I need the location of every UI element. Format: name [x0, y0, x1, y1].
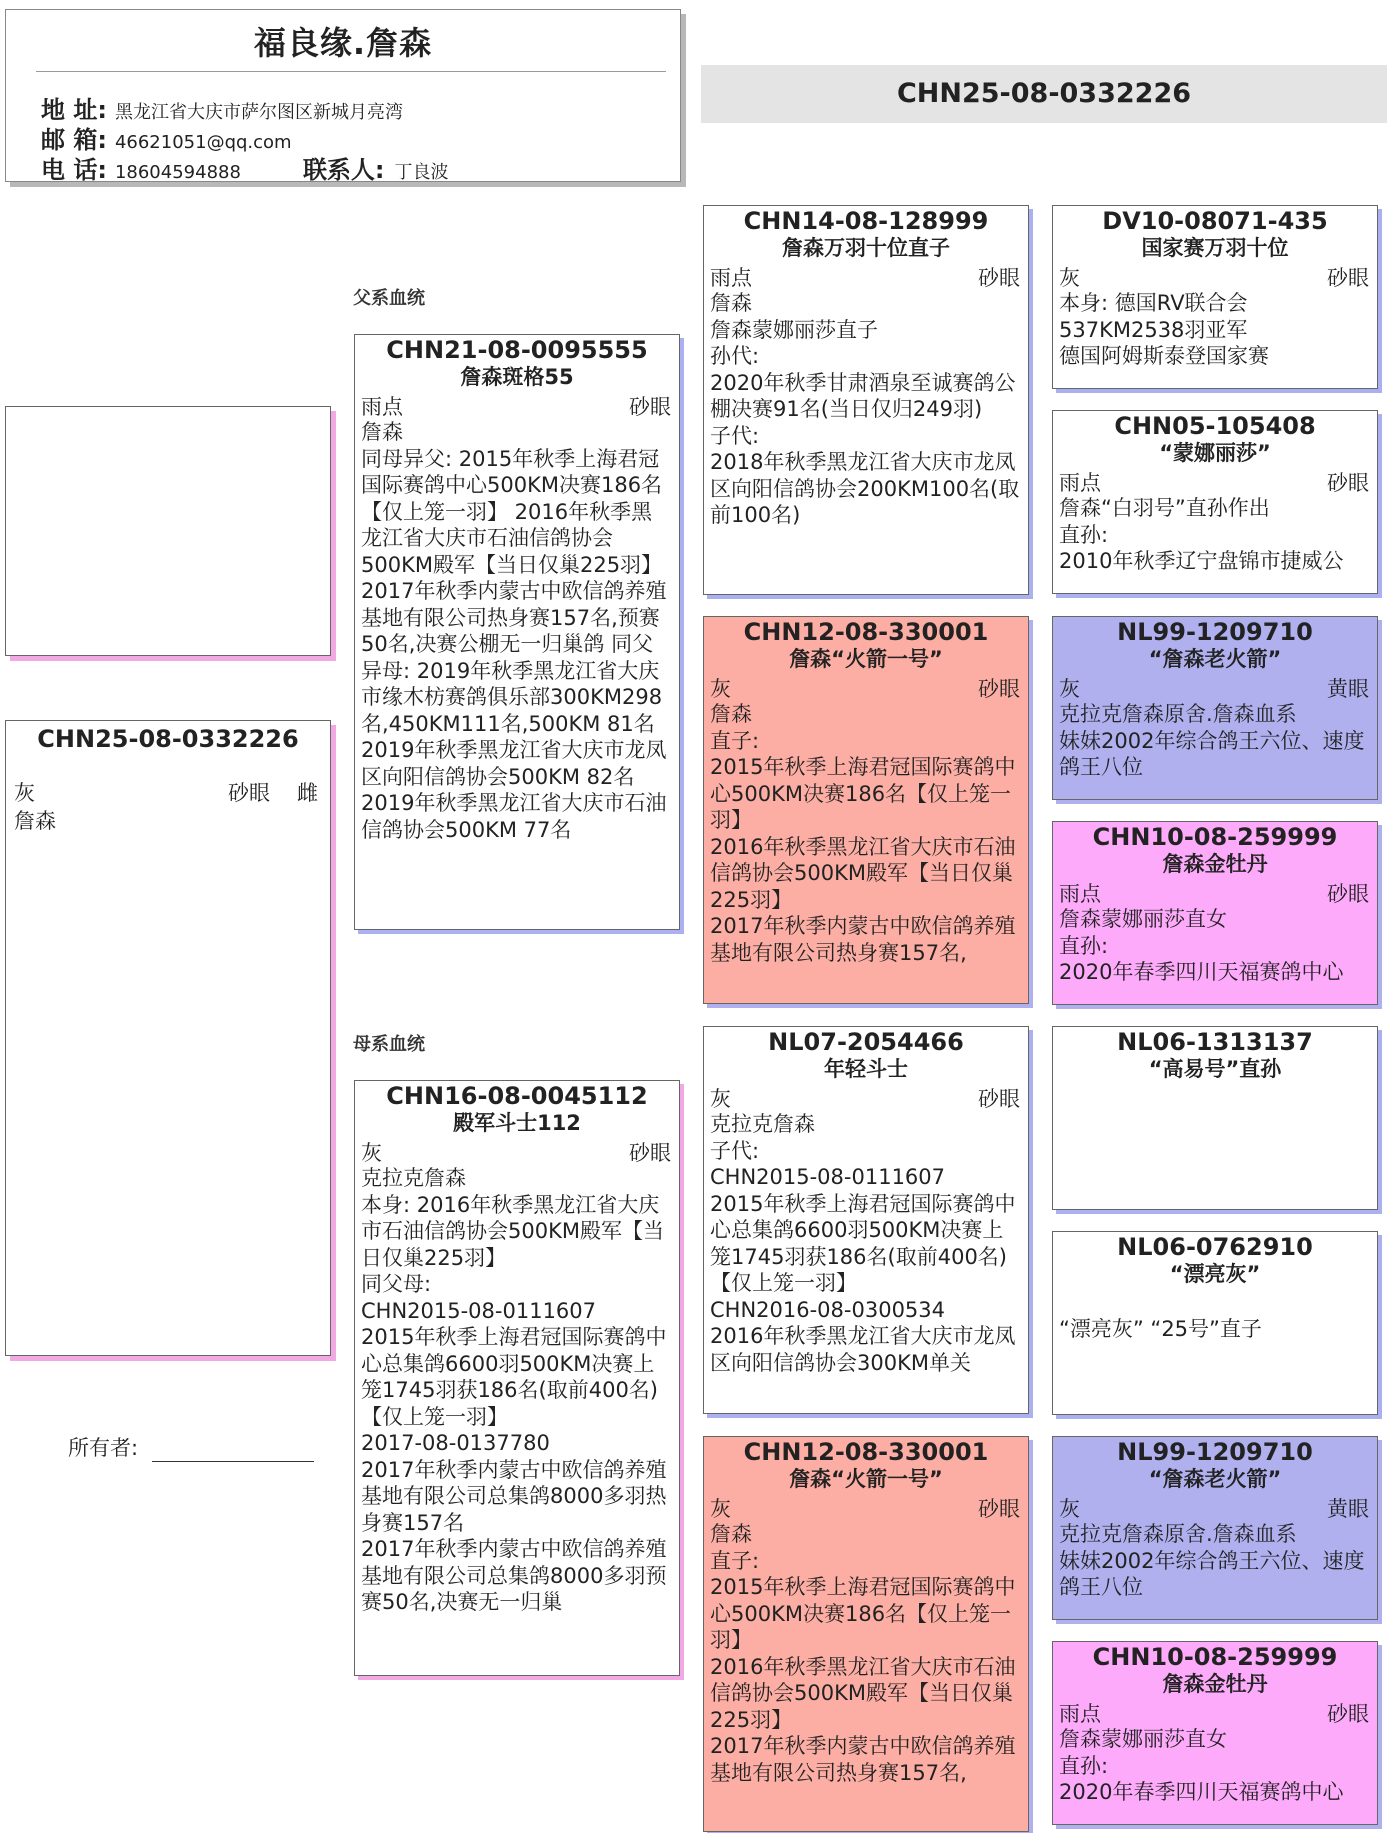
subject-eye: 砂眼 [228, 781, 270, 805]
pedigree-notes: 詹森蒙娜丽莎直女 直孙: 2020年春季四川天福赛鸽中心 [1059, 907, 1344, 984]
attributes [361, 1137, 673, 1165]
pigeon-name: 国家赛万羽十位 [1141, 236, 1289, 260]
eye: 砂眼 [978, 1087, 1020, 1111]
pedigree-notes: 克拉克詹森原舍.詹森血系 妹妹2002年综合鸽王六位、速度鸽王八位 [1059, 702, 1365, 779]
color: 灰 [1059, 266, 1080, 290]
pedigree-notes: 克拉克詹森 子代: CHN2015-08-0111607 2015年秋季上海君冠国际赛鸽中心总集鸽6600羽500KM决赛上笼1745羽获186名(取前400名)【仅上笼一羽】 CHN2016-08-0300534 2016年秋季黑龙江省大庆市龙凤区向阳信鸽协会300KM单关 [710, 1112, 1016, 1375]
pedigree-notes: 本身: 德国RV联合会537KM2538羽亚军 德国阿姆斯泰登国家赛 [1059, 291, 1269, 368]
ring-number: NL06-1313137 [1117, 1028, 1313, 1056]
attributes [1059, 878, 1371, 906]
pedigree-notes: 詹森 詹森蒙娜丽莎直子 孙代: 2020年秋季甘肃酒泉至诚赛鸽公棚决赛91名(当日仅归249羽) 子代: 2018年秋季黑龙江省大庆市龙凤区向阳信鸽协会200KM100名(取前100名) [710, 291, 1020, 527]
color: 灰 [1059, 677, 1080, 701]
pedigree-card-sire [354, 334, 680, 930]
loft-name: 福良缘.詹森 [253, 24, 433, 62]
pigeon-name: 詹森金牡丹 [1162, 1672, 1268, 1696]
eye: 砂眼 [1327, 471, 1369, 495]
eye: 砂眼 [1327, 882, 1369, 906]
attributes [1059, 1493, 1371, 1521]
owner-label: 所有者: [68, 1436, 139, 1460]
pigeon-name: 年轻斗士 [824, 1057, 908, 1081]
pedigree-card-sire-sire [703, 205, 1029, 595]
subject-attributes [14, 777, 322, 805]
header-divider [36, 71, 666, 72]
subject-sex: 雌 [297, 781, 318, 805]
pigeon-name: 詹森斑格55 [460, 365, 574, 389]
color: 雨点 [1059, 1702, 1101, 1726]
pedigree-notes: “漂亮灰” “25号”直子 [1059, 1317, 1262, 1341]
subject-color: 灰 [14, 781, 35, 805]
eye: 黄眼 [1327, 677, 1369, 701]
color: 灰 [1059, 1497, 1080, 1521]
attributes [1059, 467, 1371, 495]
sire-line-label: 父系血统 [353, 288, 425, 309]
color: 雨点 [1059, 882, 1101, 906]
pigeon-name: 詹森“火箭一号” [789, 647, 943, 671]
pedigree-card-dss [1052, 1026, 1378, 1210]
eye: 砂眼 [978, 1497, 1020, 1521]
attributes [361, 391, 673, 419]
pigeon-name: 詹森金牡丹 [1162, 852, 1268, 876]
color: 灰 [710, 1497, 731, 1521]
eye: 砂眼 [1327, 266, 1369, 290]
color: 灰 [710, 1087, 731, 1111]
pedigree-card-dam-dam [703, 1436, 1029, 1832]
ring-number: NL06-0762910 [1117, 1233, 1313, 1261]
ring-number: CHN14-08-128999 [743, 207, 989, 235]
pedigree-card-ssd [1052, 410, 1378, 594]
pedigree-card-sire-dam [703, 616, 1029, 1004]
pigeon-name: “蒙娜丽莎” [1159, 441, 1271, 465]
ring-number: CHN16-08-0045112 [386, 1082, 648, 1110]
phone-label: 电 话: [41, 156, 107, 184]
pigeon-name: “詹森老火箭” [1148, 1467, 1282, 1491]
eye: 砂眼 [629, 1141, 671, 1165]
ring-number: CHN10-08-259999 [1092, 1643, 1338, 1671]
pedigree-notes: 克拉克詹森原舍.詹森血系 妹妹2002年综合鸽王六位、速度鸽王八位 [1059, 1522, 1365, 1599]
ring-number: CHN21-08-0095555 [386, 336, 648, 364]
address-label: 地 址: [41, 96, 107, 124]
phone-row [41, 150, 449, 185]
pedigree-notes: 詹森 直子: 2015年秋季上海君冠国际赛鸽中心500KM决赛186名【仅上笼一羽】 2016年秋季黑龙江省大庆市石油信鸽协会500KM殿军【当日仅巢225羽】 2017年秋季内蒙古中欧信鸽养殖基地有限公司热身赛157名, [710, 1522, 1016, 1785]
contact-label: 联系人: [302, 156, 385, 184]
owner-signature-line [152, 1461, 314, 1462]
attributes [1059, 1698, 1371, 1726]
eye: 砂眼 [978, 677, 1020, 701]
eye: 砂眼 [978, 266, 1020, 290]
color: 雨点 [361, 395, 403, 419]
attributes [1059, 262, 1371, 290]
address-value: 黑龙江省大庆市萨尔图区新城月亮湾 [114, 102, 403, 123]
ring-number: NL99-1209710 [1117, 1438, 1313, 1466]
eye: 黄眼 [1327, 1497, 1369, 1521]
pedigree-card-ddd [1052, 1641, 1378, 1825]
ring-number: NL07-2054466 [768, 1028, 964, 1056]
color: 雨点 [710, 266, 752, 290]
attributes [710, 1083, 1022, 1111]
eye: 砂眼 [1327, 1702, 1369, 1726]
pedigree-card-sdd [1052, 821, 1378, 1005]
pedigree-card-dam [354, 1080, 680, 1676]
pedigree-notes: 詹森 直子: 2015年秋季上海君冠国际赛鸽中心500KM决赛186名【仅上笼一羽】 2016年秋季黑龙江省大庆市石油信鸽协会500KM殿军【当日仅巢225羽】 2017年秋季内蒙古中欧信鸽养殖基地有限公司热身赛157名, [710, 702, 1016, 965]
loft-header-card [5, 9, 681, 182]
pedigree-card-sss [1052, 205, 1378, 389]
email-value: 46621051@qq.com [114, 132, 292, 153]
ring-number: CHN12-08-330001 [743, 618, 989, 646]
pigeon-name: “高易号”直孙 [1148, 1057, 1282, 1081]
pigeon-name: “詹森老火箭” [1148, 647, 1282, 671]
color: 雨点 [1059, 471, 1101, 495]
owner-field [68, 1432, 314, 1462]
dam-line-label: 母系血统 [353, 1034, 425, 1055]
ring-banner: CHN25-08-0332226 [701, 65, 1387, 123]
pedigree-notes: 詹森“白羽号”直孙作出 直孙: 2010年秋季辽宁盘锦市捷威公 [1059, 496, 1344, 573]
attributes [710, 1493, 1022, 1521]
email-label: 邮 箱: [41, 126, 107, 154]
contact-value: 丁良波 [394, 162, 449, 183]
phone-value: 18604594888 [114, 162, 241, 183]
color: 灰 [710, 677, 731, 701]
attributes [1059, 673, 1371, 701]
ring-number: CHN10-08-259999 [1092, 823, 1338, 851]
pedigree-card-dam-sire [703, 1026, 1029, 1414]
pedigree-notes: 詹森 同母异父: 2015年秋季上海君冠国际赛鸽中心500KM决赛186名【仅上笼一羽】 2016年秋季黑龙江省大庆市石油信鸽协会500KM殿军【当日仅巢225羽】 2017年秋季内蒙古中欧信鸽养殖基地有限公司热身赛157名,预赛50名,决赛公棚无一归巢鸽 同父异母: 2019年秋季黑龙江省大庆市缘木枋赛鸽俱乐部300KM298名,450KM111名,500KM 81名 2019年秋季黑龙江省大庆市龙凤区向阳信鸽协会500KM 82名 2019年秋季黑龙江省大庆市石油信鸽协会500KM 77名 [361, 420, 667, 842]
pigeon-name: “漂亮灰” [1169, 1262, 1261, 1286]
subject-strain: 詹森 [14, 809, 56, 833]
attributes [710, 262, 1022, 290]
ring-number: CHN12-08-330001 [743, 1438, 989, 1466]
ring-number: DV10-08071-435 [1102, 207, 1328, 235]
color: 灰 [361, 1141, 382, 1165]
attributes [1059, 1288, 1371, 1316]
attributes [710, 673, 1022, 701]
pigeon-name: 殿军斗士112 [453, 1111, 581, 1135]
pedigree-notes: 詹森蒙娜丽莎直女 直孙: 2020年春季四川天福赛鸽中心 [1059, 1727, 1344, 1804]
pedigree-card-dds [1052, 1436, 1378, 1620]
pigeon-photo-frame [5, 406, 331, 656]
subject-ring-number: CHN25-08-0332226 [37, 725, 299, 753]
subject-pigeon-card [5, 720, 331, 1356]
ring-number: NL99-1209710 [1117, 618, 1313, 646]
pigeon-name: 詹森“火箭一号” [789, 1467, 943, 1491]
pigeon-name: 詹森万羽十位直子 [782, 236, 950, 260]
pedigree-notes: 克拉克詹森 本身: 2016年秋季黑龙江省大庆市石油信鸽协会500KM殿军【当日仅巢225羽】 同父母: CHN2015-08-0111607 2015年秋季上海君冠国际赛鸽中心总集鸽6600羽500KM决赛上笼1745羽获186名(取前400名)【仅上笼一羽】 2017-08-0137780 2017年秋季内蒙古中欧信鸽养殖基地有限公司总集鸽8000多羽热身赛157名 2017年秋季内蒙古中欧信鸽养殖基地有限公司总集鸽8000多羽预赛50名,决赛无一归巢 [361, 1166, 667, 1614]
pedigree-card-sds [1052, 616, 1378, 800]
eye: 砂眼 [629, 395, 671, 419]
ring-number: CHN05-105408 [1114, 412, 1316, 440]
pedigree-card-dsd [1052, 1231, 1378, 1415]
